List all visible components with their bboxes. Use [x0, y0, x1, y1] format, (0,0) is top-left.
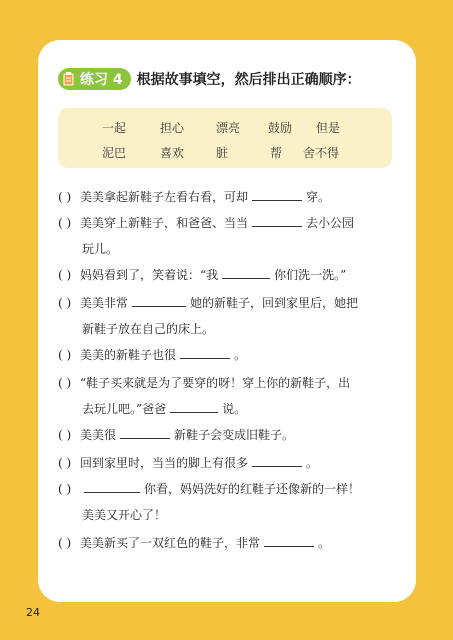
- exercise-item: [58, 454, 318, 471]
- word-bank-item: 一起: [102, 121, 127, 135]
- fill-blank[interactable]: [252, 454, 302, 467]
- exercise-badge: [58, 68, 131, 90]
- exercise-item: [58, 346, 246, 363]
- exercise-item: [58, 294, 358, 311]
- item-text: 穿。: [306, 190, 331, 204]
- fill-blank[interactable]: [252, 188, 302, 201]
- item-text: 。: [306, 456, 319, 470]
- item-text: 她的新鞋子，回到家里后，她把: [190, 296, 359, 310]
- item-continuation: 美美又开心了！: [82, 508, 167, 522]
- item-text: 美美的新鞋子也很: [80, 348, 177, 362]
- order-paren[interactable]: ( ): [58, 376, 72, 390]
- fill-blank[interactable]: [180, 346, 230, 359]
- item-continuation: [82, 400, 246, 417]
- item-text: 去玩儿吧。”爸爸: [82, 402, 167, 416]
- item-text: 说。: [222, 402, 247, 416]
- exercise-item: [58, 534, 330, 551]
- word-bank-item: 担心: [160, 121, 185, 135]
- word-bank-item: 鼓励: [268, 121, 293, 135]
- item-text: 新鞋子会变成旧鞋子。: [174, 428, 295, 442]
- item-text: 美美很: [80, 428, 117, 442]
- item-text: 回到家里时，当当的脚上有很多: [80, 456, 249, 470]
- word-bank-item: 喜欢: [160, 146, 185, 160]
- item-text: 美美非常: [80, 296, 129, 310]
- exercise-item: [58, 374, 350, 391]
- order-paren[interactable]: ( ): [58, 536, 72, 550]
- item-text: 妈妈看到了，笑着说：“我: [80, 268, 219, 282]
- order-paren[interactable]: ( ): [58, 268, 72, 282]
- item-text: 去小公园: [306, 216, 355, 230]
- fill-blank[interactable]: [120, 426, 170, 439]
- pencil-icon: [62, 71, 76, 87]
- word-bank-item: 漂亮: [216, 121, 241, 135]
- fill-blank[interactable]: [170, 400, 218, 413]
- order-paren[interactable]: ( ): [58, 428, 72, 442]
- order-paren[interactable]: ( ): [58, 296, 72, 310]
- exercise-item: [58, 214, 354, 231]
- fill-blank[interactable]: [222, 266, 270, 279]
- word-bank-item: 脏: [216, 146, 229, 160]
- word-bank-item: 舍不得: [303, 146, 340, 160]
- fill-blank[interactable]: [264, 534, 314, 547]
- page-number: 24: [26, 606, 40, 619]
- instruction-text: 根据故事填空，然后排出正确顺序：: [136, 72, 361, 88]
- item-text: 。: [318, 536, 331, 550]
- exercise-item: [58, 480, 360, 497]
- word-bank-item: 但是: [316, 121, 341, 135]
- word-bank: [58, 108, 392, 168]
- word-bank-item: 泥巴: [102, 146, 127, 160]
- item-continuation: 玩儿。: [82, 242, 119, 256]
- item-text: “鞋子买来就是为了要穿的呀！穿上你的新鞋子，出: [80, 376, 351, 390]
- word-bank-item: 帮: [270, 146, 283, 160]
- order-paren[interactable]: ( ): [58, 216, 72, 230]
- badge-label: 练习 4: [80, 72, 123, 88]
- order-paren[interactable]: ( ): [58, 456, 72, 470]
- order-paren[interactable]: ( ): [58, 190, 72, 204]
- item-text: 。: [234, 348, 247, 362]
- item-text: 美美穿上新鞋子，和爸爸、当当: [80, 216, 249, 230]
- item-continuation: 新鞋子放在自己的床上。: [82, 322, 215, 336]
- exercise-item: [58, 188, 330, 205]
- item-text: 美美拿起新鞋子左看右看，可却: [80, 190, 249, 204]
- fill-blank[interactable]: [132, 294, 186, 307]
- exercise-item: [58, 266, 346, 283]
- fill-blank[interactable]: [252, 214, 302, 227]
- order-paren[interactable]: ( ): [58, 348, 72, 362]
- order-paren[interactable]: ( ): [58, 482, 72, 496]
- item-text: 你看，妈妈洗好的红鞋子还像新的一样！: [144, 482, 361, 496]
- item-text: 美美新买了一双红色的鞋子，非常: [80, 536, 261, 550]
- fill-blank[interactable]: [84, 480, 140, 493]
- exercise-item: [58, 426, 294, 443]
- item-text: 你们洗一洗。”: [274, 268, 347, 282]
- exercise-header: [58, 66, 361, 92]
